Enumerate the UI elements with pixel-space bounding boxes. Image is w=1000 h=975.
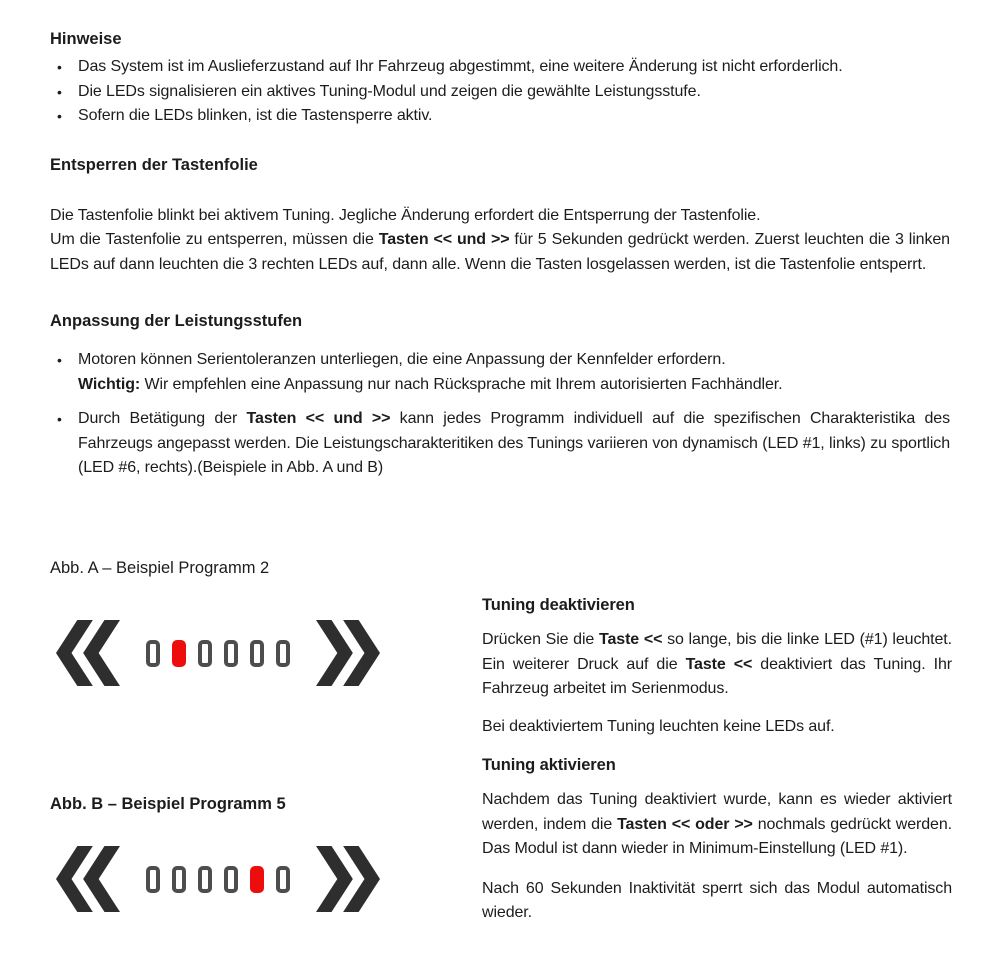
aktivieren-paragraph: Nachdem das Tuning deaktiviert wurde, kann es wieder aktiviert werden, indem die Tasten << oder >> nochmals gedrückt werden. Das Modul ist dann wieder in Minimum-Einstellung (LED #1). bbox=[482, 791, 952, 857]
led-row bbox=[146, 640, 290, 667]
led-6 bbox=[276, 866, 290, 893]
anpassung-bullet1-line1: Motoren können Serientoleranzen unterliegen, die eine Anpassung der Kennfelder erfordern. bbox=[78, 351, 726, 368]
chevron-left-icon bbox=[56, 846, 120, 912]
led-1 bbox=[146, 866, 160, 893]
led-4 bbox=[224, 866, 238, 893]
led-5 bbox=[250, 640, 264, 667]
led-row bbox=[146, 866, 290, 893]
led-6 bbox=[276, 640, 290, 667]
list-item-text: Die LEDs signalisieren ein aktives Tuning-Modul und zeigen die gewählte Leistungsstufe. bbox=[78, 82, 701, 100]
list-item bbox=[50, 104, 950, 129]
chevron-right-icon bbox=[316, 620, 380, 686]
figure-a-label: Abb. A – Beispiel Programm 2 bbox=[50, 559, 270, 577]
deaktivieren-note: Bei deaktiviertem Tuning leuchten keine LEDs auf. bbox=[482, 717, 835, 735]
right-column bbox=[482, 596, 952, 926]
anpassung-list bbox=[50, 348, 950, 481]
aktivieren-timeout-note: Nach 60 Sekunden Inaktivität sperrt sich das Modul automatisch wieder. bbox=[482, 879, 952, 921]
chevron-right-icon bbox=[316, 846, 380, 912]
led-2-active bbox=[172, 640, 186, 667]
list-item bbox=[50, 80, 950, 105]
list-item-text: Sofern die LEDs blinken, ist die Tastensperre aktiv. bbox=[78, 107, 433, 124]
entsperren-intro-line: Die Tastenfolie blinkt bei aktivem Tuning. Jegliche Änderung erfordert die Entsperrung der Tastenfolie. bbox=[50, 206, 761, 224]
led-3 bbox=[198, 640, 212, 667]
list-item bbox=[50, 407, 950, 481]
led-1 bbox=[146, 640, 160, 667]
section-heading-anpassung: Anpassung der Leistungsstufen bbox=[50, 312, 303, 330]
list-item bbox=[50, 348, 950, 397]
led-2 bbox=[172, 866, 186, 893]
chevron-left-icon bbox=[56, 620, 120, 686]
led-3 bbox=[198, 866, 212, 893]
section-heading-entsperren: Entsperren der Tastenfolie bbox=[50, 155, 258, 174]
deaktivieren-paragraph: Drücken Sie die Taste << so lange, bis die linke LED (#1) leuchtet. Ein weiterer Druck auf die Taste << deaktiviert das Tuning. Ihr Fahrzeug arbeitet im Serienmodus. bbox=[482, 631, 953, 697]
bullet-marker: • bbox=[57, 352, 62, 368]
list-item-text bbox=[78, 348, 950, 397]
anpassung-bullet2-text: Durch Betätigung der Tasten << und >> kann jedes Programm individuell auf die spezifischen Charakteristika des Fahrzeugs angepasst werden. Die Leistungscharakteritiken des Tunings variieren von dynamisch (LED #1, links) zu sportlich (LED #6, rechts).(Beispiele in Abb. A und B) bbox=[78, 410, 950, 476]
section-heading-tuning-aktivieren: Tuning aktivieren bbox=[482, 756, 616, 774]
anpassung-bullet1-line2: Wichtig: Wir empfehlen eine Anpassung nur nach Rücksprache mit Ihrem autorisierten Fachhändler. bbox=[78, 375, 783, 393]
bullet-marker: • bbox=[57, 83, 62, 100]
section-heading-hinweise: Hinweise bbox=[50, 30, 122, 48]
figure-b-led-display bbox=[56, 846, 380, 912]
figure-a-led-display bbox=[56, 620, 380, 686]
figure-b-label: Abb. B – Beispiel Programm 5 bbox=[50, 795, 286, 813]
hinweise-list bbox=[50, 55, 950, 129]
list-item bbox=[50, 55, 950, 80]
bullet-marker: • bbox=[57, 108, 62, 124]
entsperren-paragraph: Um die Tastenfolie zu entsperren, müssen die Tasten << und >> für 5 Sekunden gedrückt werden. Zuerst leuchten die 3 linken LEDs auf dann leuchten die 3 rechten LEDs auf, dann alle. Wenn die Tasten losgelassen werden, ist die Tastenfolie entsperrt. bbox=[50, 231, 950, 273]
led-5-active bbox=[250, 866, 264, 893]
led-4 bbox=[224, 640, 238, 667]
section-heading-tuning-deaktivieren: Tuning deaktivieren bbox=[482, 596, 635, 614]
bullet-marker: • bbox=[57, 411, 62, 427]
list-item-text: Das System ist im Auslieferzustand auf Ihr Fahrzeug abgestimmt, eine weitere Änderung ist nicht erforderlich. bbox=[78, 58, 843, 75]
bullet-marker: • bbox=[57, 59, 62, 75]
top-content bbox=[0, 0, 1000, 481]
